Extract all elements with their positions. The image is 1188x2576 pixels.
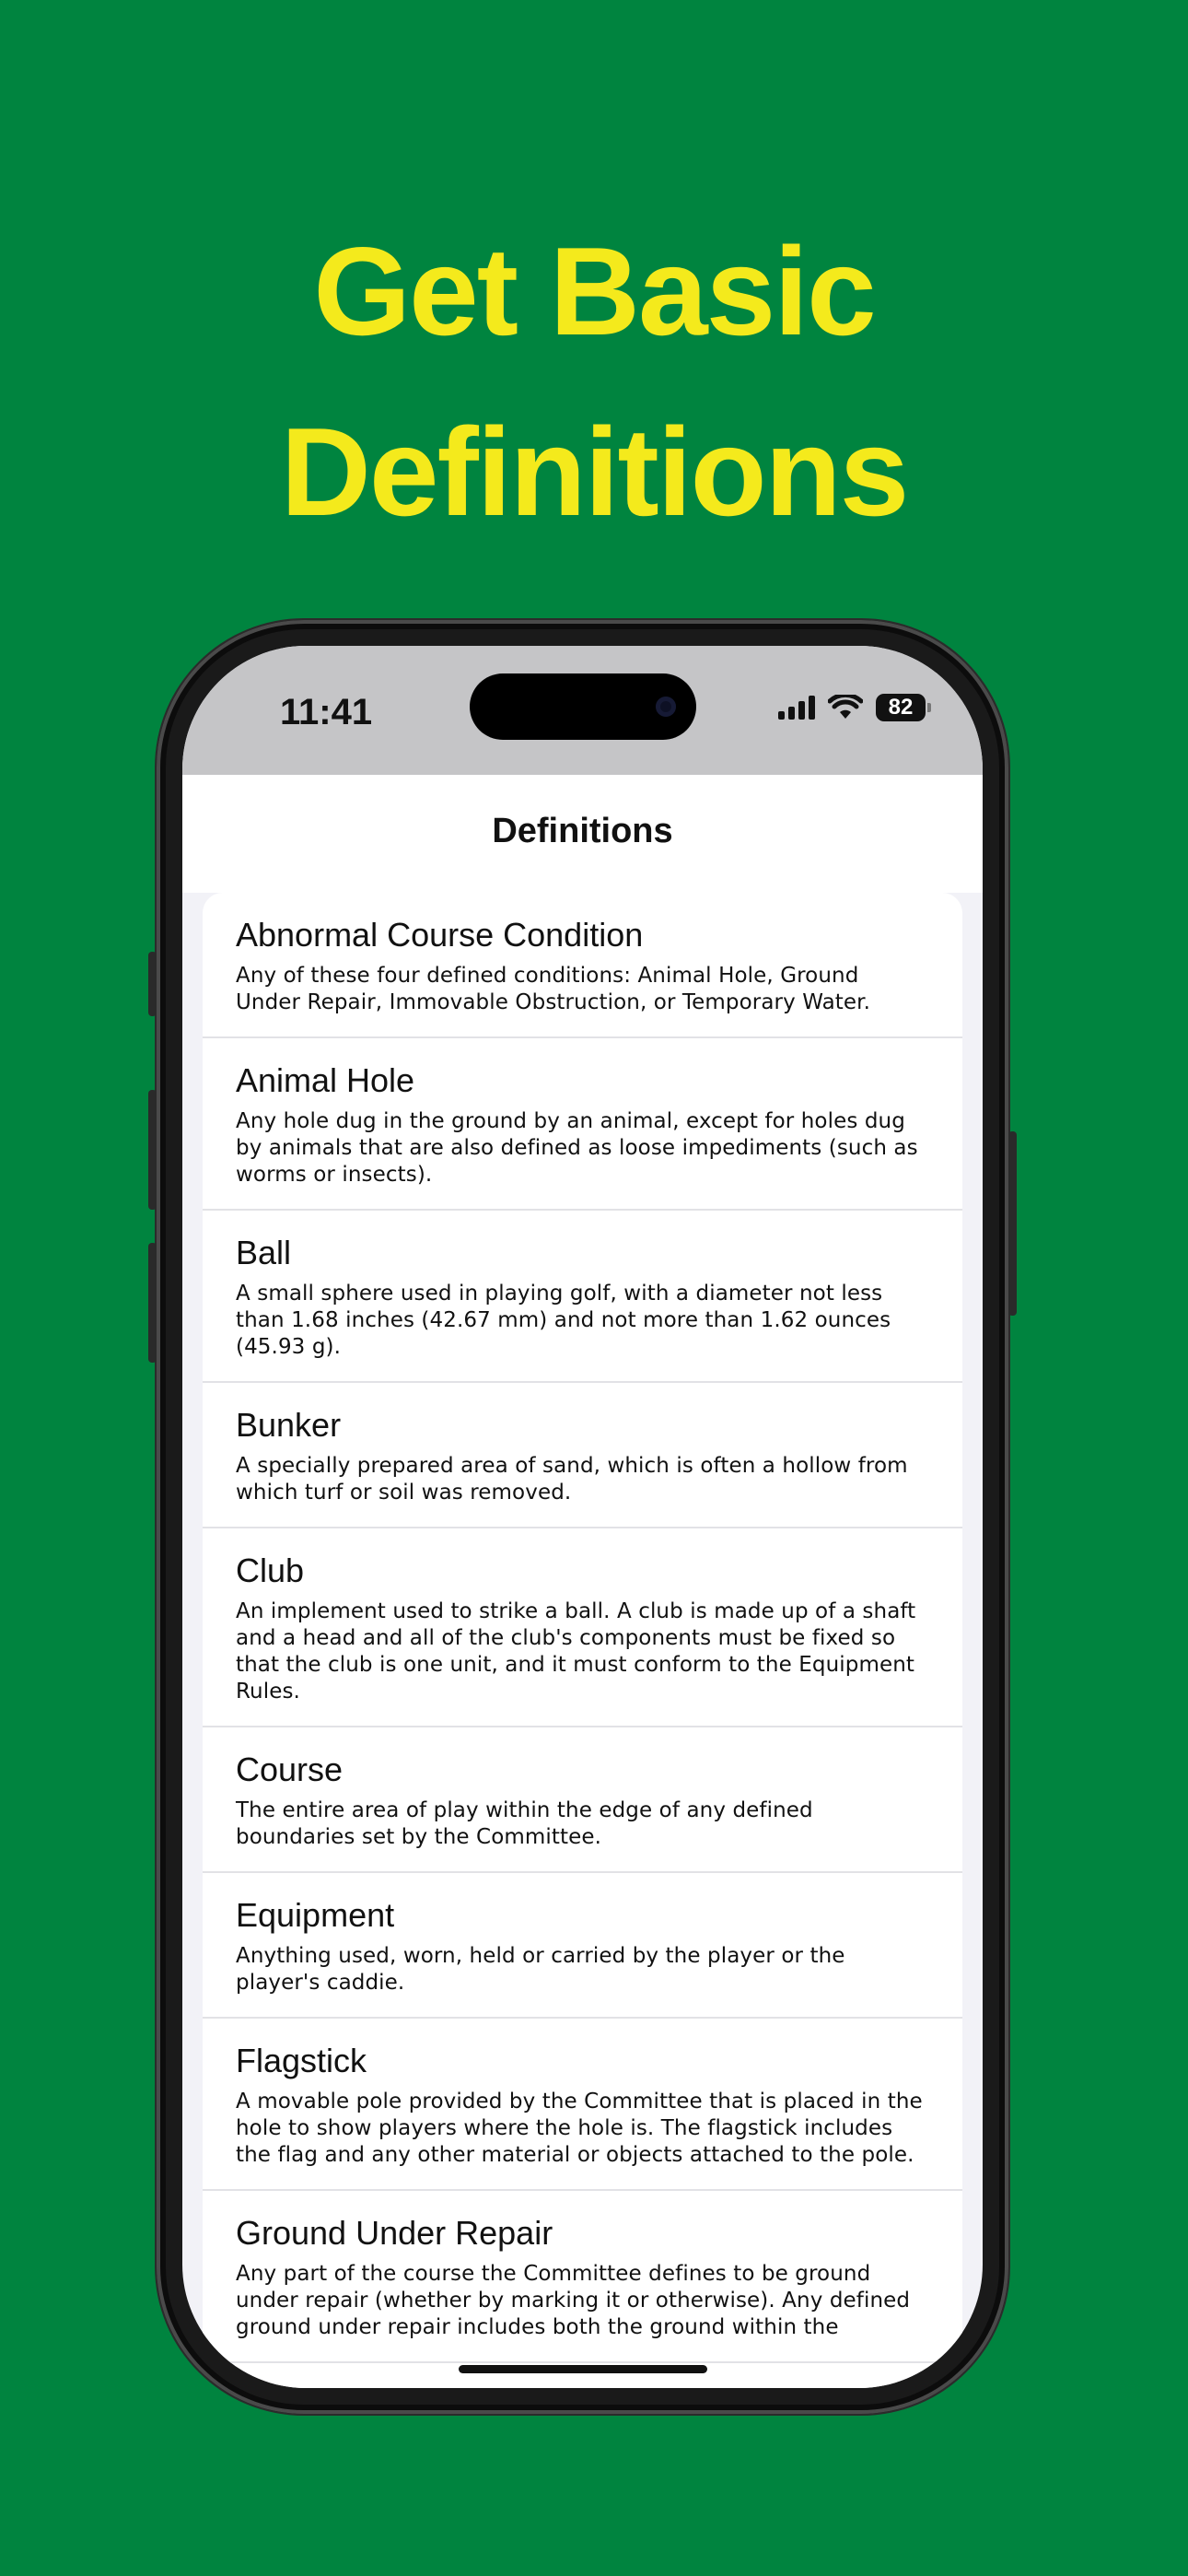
definition-row-animal-hole[interactable] — [203, 1038, 962, 1211]
definition-term: Bunker — [236, 1406, 342, 1444]
definition-text: A small sphere used in playing golf, with a diameter not less than 1.68 inches (42.67 mm) and not more than 1.62 ounces (45.93 g). — [236, 1282, 891, 1359]
definition-row-equipment[interactable] — [203, 1873, 962, 2019]
volume-up-button — [148, 1090, 157, 1210]
page-title: Definitions — [492, 812, 673, 850]
status-time: 11:41 — [280, 692, 373, 732]
definition-row-club[interactable] — [203, 1528, 962, 1727]
headline-line-1: Get Basic — [313, 221, 875, 361]
definition-text: A movable pole provided by the Committee that is placed in the hole to show players where the hole is. The flagstick includes the flag and any other material or objects attached to the pole. — [236, 2090, 923, 2167]
wifi-icon — [828, 695, 863, 720]
definition-text: Any of these four defined conditions: Animal Hole, Ground Under Repair, Immovable Obstruction, or Temporary Water. — [236, 964, 870, 1014]
definitions-list[interactable] — [203, 893, 962, 2388]
battery-icon: 82 — [876, 694, 926, 721]
promo-headline — [0, 201, 1188, 562]
definition-row-ground-under-repair[interactable] — [203, 2191, 962, 2363]
definition-row-bunker[interactable] — [203, 1383, 962, 1528]
definition-term: Course — [236, 1751, 344, 1788]
navigation-bar — [182, 775, 983, 893]
definition-term: Club — [236, 1551, 305, 1589]
definition-term: Animal Hole — [236, 1061, 415, 1099]
phone-frame — [157, 620, 1008, 2414]
cellular-signal-icon — [778, 696, 815, 720]
definition-term: Ground Under Repair — [236, 2214, 553, 2252]
headline-line-2: Definitions — [280, 402, 908, 542]
dynamic-island — [470, 673, 696, 740]
definition-text: Any part of the course the Committee defines to be ground under repair (whether by marking it or otherwise). Any defined ground under repair includes both the ground within the — [236, 2262, 911, 2339]
definition-term: Equipment — [236, 1896, 395, 1934]
definition-row-course[interactable] — [203, 1727, 962, 1873]
phone-screen — [182, 646, 983, 2388]
definition-term: Abnormal Course Condition — [236, 916, 644, 954]
action-button — [148, 952, 157, 1016]
definition-row-ball[interactable] — [203, 1211, 962, 1383]
definition-text: An implement used to strike a ball. A club is made up of a shaft and a head and all of the club's components must be fixed so that the club is one unit, and it must conform to the Equipment Rules. — [236, 1599, 916, 1704]
definition-text: Anything used, worn, held or carried by the player or the player's caddie. — [236, 1944, 845, 1995]
definition-text: The entire area of play within the edge of any defined boundaries set by the Committee. — [236, 1798, 813, 1849]
home-indicator[interactable] — [459, 2365, 707, 2373]
front-camera-icon — [656, 697, 676, 717]
power-button — [1008, 1131, 1017, 1316]
definition-term: Ball — [236, 1234, 292, 1271]
definition-row-abnormal-course-condition[interactable] — [203, 893, 962, 1038]
definition-text: Any hole dug in the ground by an animal, except for holes dug by animals that are also defined as loose impediments (such as worms or insects). — [236, 1109, 918, 1187]
status-bar — [182, 646, 983, 775]
definition-row-flagstick[interactable] — [203, 2019, 962, 2191]
status-icons — [778, 694, 926, 721]
volume-down-button — [148, 1243, 157, 1363]
definition-term: Flagstick — [236, 2042, 367, 2079]
definition-text: A specially prepared area of sand, which is often a hollow from which turf or soil was removed. — [236, 1454, 908, 1505]
